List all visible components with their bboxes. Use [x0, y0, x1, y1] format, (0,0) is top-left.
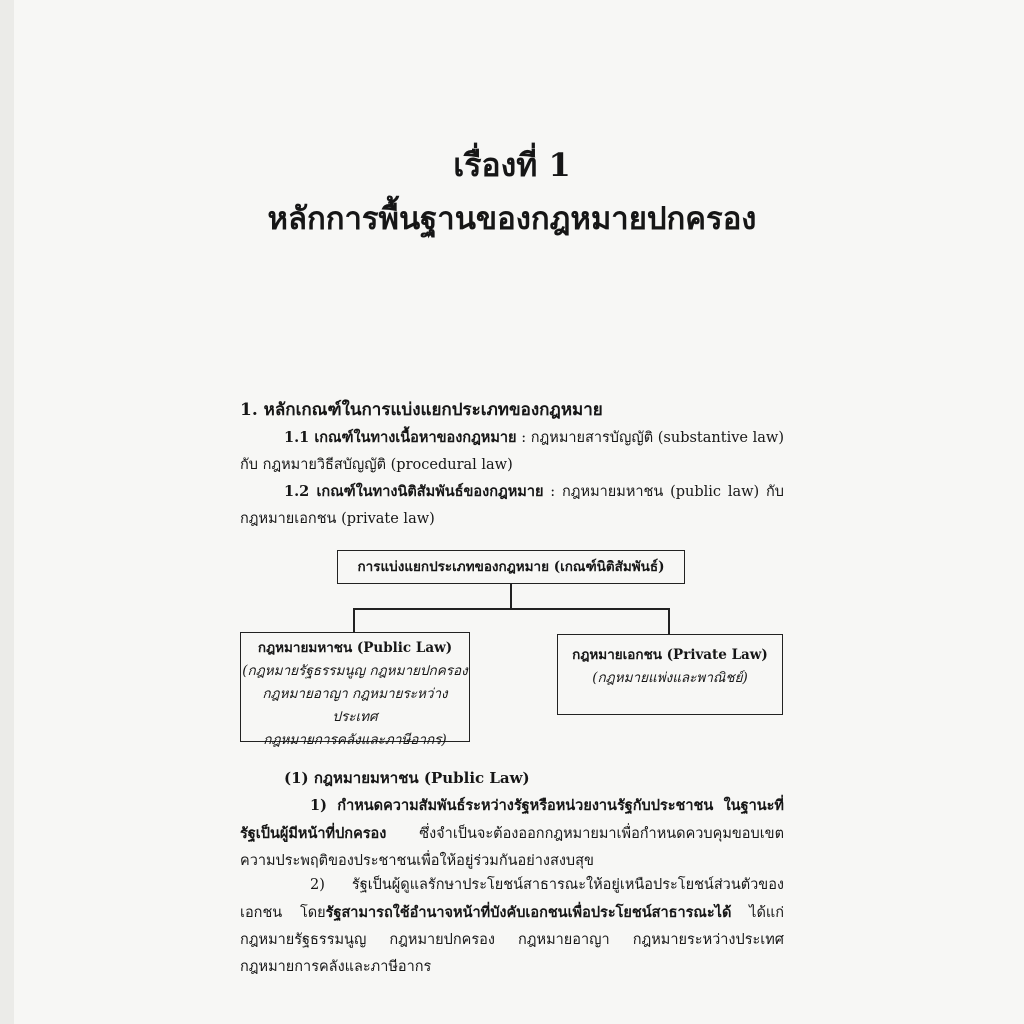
- private-law-box-title: กฎหมายเอกชน (Private Law): [572, 647, 768, 663]
- public-law-box-line: กฎหมายอาญา กฎหมายระหว่างประเทศ: [262, 686, 448, 725]
- public-law-box-line: กฎหมายการคลังและภาษีอากร): [263, 732, 447, 748]
- paragraph-criteria-content: [240, 424, 784, 479]
- diagram-private-law-box: [557, 634, 783, 715]
- public-law-item-1-text: ซึ่งจำเป็นจะต้องออกกฎหมายมาเพื่อกำหนดควบคุมขอบเขตความประพฤติของประชาชนเพื่อให้อยู่ร่วมกันอย่างสงบสุข: [240, 826, 784, 869]
- public-law-item-2: [240, 872, 784, 981]
- chapter-label: เรื่องที่ 1: [453, 146, 571, 184]
- public-law-item-2-text-a: 2) รัฐเป็นผู้ดูแลรักษาประโยชน์สาธารณะให้อยู่เหนือประโยชน์ส่วนตัวของเอกชน โดย: [240, 877, 784, 921]
- criteria-content-text: : กฎหมายสารบัญญัติ (substantive law) กับ กฎหมายวิธีสบัญญัติ (procedural law): [240, 430, 784, 473]
- public-law-item-2-text-b: ได้แก่ กฎหมายรัฐธรรมนูญ กฎหมายปกครอง กฎหมายอาญา กฎหมายระหว่างประเทศ กฎหมายการคลังและภาษีอากร: [240, 905, 784, 975]
- criteria-relation-text: : กฎหมายมหาชน (public law) กับ กฎหมายเอกชน (private law): [240, 484, 784, 527]
- chapter-title: หลักการพื้นฐานของกฎหมายปกครอง: [267, 201, 757, 237]
- criteria-content-label: 1.1 เกณฑ์ในทางเนื้อหาของกฎหมาย: [284, 429, 517, 446]
- public-law-box-title: กฎหมายมหาชน (Public Law): [257, 640, 453, 656]
- diagram-connector-bar: [353, 608, 669, 610]
- diagram-root-box: [337, 550, 685, 584]
- public-law-heading: (1) กฎหมายมหาชน (Public Law): [284, 769, 530, 787]
- diagram-root-label: การแบ่งแยกประเภทของกฎหมาย (เกณฑ์นิติสัมพันธ์): [357, 559, 665, 575]
- section-heading: 1. หลักเกณฑ์ในการแบ่งแยกประเภทของกฎหมาย: [240, 400, 603, 420]
- diagram-connector-left: [353, 608, 355, 632]
- diagram-connector-right: [668, 608, 670, 634]
- public-law-item-2-bold: รัฐสามารถใช้อำนาจหน้าที่บังคับเอกชนเพื่อประโยชน์สาธารณะได้: [325, 904, 732, 921]
- diagram-connector-stem: [510, 583, 512, 609]
- private-law-box-line: (กฎหมายแพ่งและพาณิชย์): [592, 670, 748, 686]
- paragraph-criteria-relation: [240, 478, 784, 533]
- public-law-box-line: (กฎหมายรัฐธรรมนูญ กฎหมายปกครอง: [242, 663, 468, 679]
- diagram-public-law-box: [240, 632, 470, 748]
- criteria-relation-label: 1.2 เกณฑ์ในทางนิติสัมพันธ์ของกฎหมาย: [284, 483, 544, 500]
- public-law-item-1: [240, 792, 784, 875]
- public-law-item-1-bold: 1) กำหนดความสัมพันธ์ระหว่างรัฐหรือหน่วยงานรัฐกับประชาชน ในฐานะที่รัฐเป็นผู้มีหน้าที่ปกครอง: [240, 797, 784, 842]
